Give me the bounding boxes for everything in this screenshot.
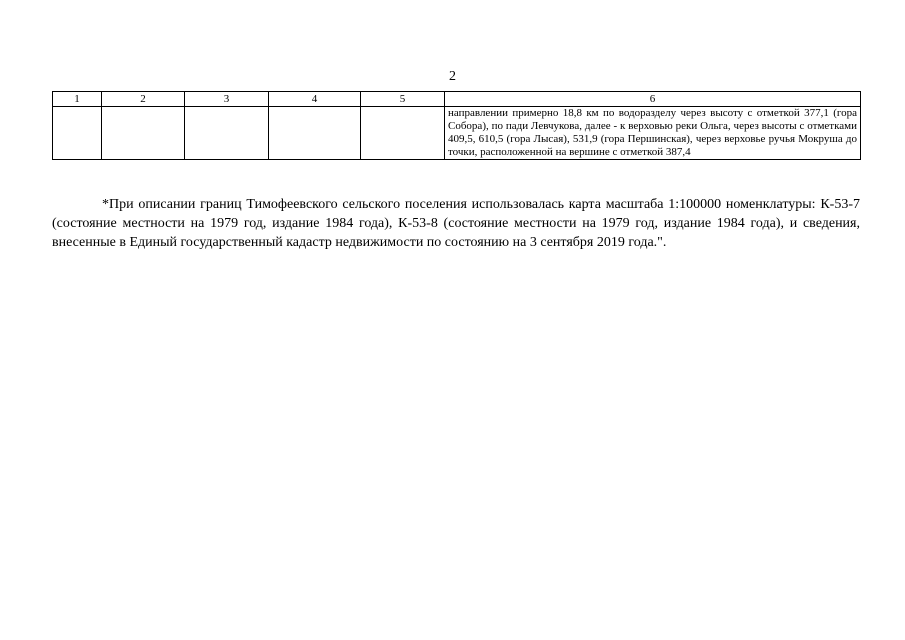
column-header-5: 5 (361, 92, 445, 107)
table-cell-col5 (361, 107, 445, 160)
table-cell-col4 (269, 107, 361, 160)
footnote: *При описании границ Тимофеевского сельского поселения использовалась карта масштаба 1:100000 номенклатуры: К-53-7 (состояние местности на 1979 год, издание 1984 года), К-53-8 (состояние местности на 1979 год, издание 1984 года), и сведения, внесенные в Единый государственный кадастр недвижимости по состоянию на 3 сентября 2019 года.". (52, 197, 860, 250)
column-header-3: 3 (185, 92, 269, 107)
boundary-description-table (52, 91, 861, 160)
table-row (53, 107, 861, 160)
column-header-2: 2 (102, 92, 185, 107)
column-header-4: 4 (269, 92, 361, 107)
table-header-row (53, 92, 861, 107)
table-cell-col2 (102, 107, 185, 160)
column-header-1: 1 (53, 92, 102, 107)
boundary-description-cell: направлении примерно 18,8 км по водоразделу через высоту с отметкой 377,1 (гора Собора), по пади Левчукова, далее - к верховью реки Ольга, через высоты с отметками 409,5, 610,5 (гора Лысая), 531,9 (гора Першинская), через верховье ручья Мокруша до точки, расположенной на вершине с отметкой 387,4 (445, 107, 861, 160)
page-number: 2 (449, 69, 456, 84)
table-cell-col3 (185, 107, 269, 160)
table-cell-col1 (53, 107, 102, 160)
column-header-6: 6 (445, 92, 861, 107)
